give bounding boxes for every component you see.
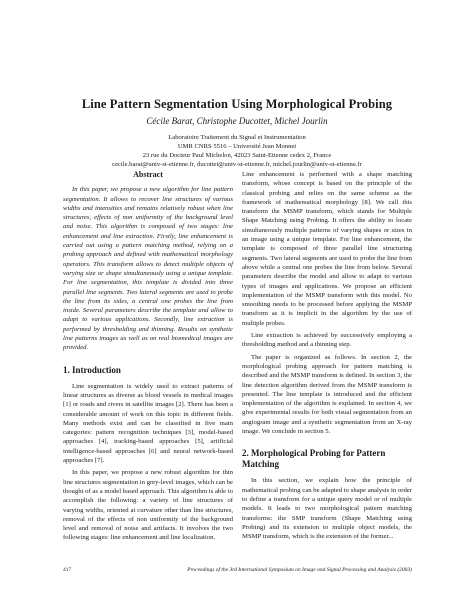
page-number: 417 xyxy=(63,567,72,573)
abstract-section xyxy=(63,170,233,353)
paragraph: The paper is organized as follows. In section 2, the morphological probing approach for pattern matching is described and the MSMP transform is defined. In section 3, the line detection algorithm derived from the MSMP transform is presented. The line template is introduced and the efficient implementation of the algorithm is explained. In section 4, we give experimental results for both visual segmentation from an angiogram image and a synthetic segmentation from an X-ray image. We conclude in section 5. xyxy=(242,353,412,436)
left-column xyxy=(63,170,233,546)
right-column xyxy=(242,170,412,544)
affiliation-line: UMR CNRS 5516 – Université Jean Monnet xyxy=(177,143,297,150)
abstract-text: In this paper, we propose a new algorithm for line pattern segmentation. It allows to recover line structures of various widths and intensities and remains relatively robust when line structures, effects of non uniformity of the background level and noise. This algorithm is composed of two stages: line enhancement and line extraction. Firstly, line enhancement is carried out using a pattern matching method, relying on a probing approach and defined with mathematical morphology operators. This transform allows to detect multiple objects of varying size or shape simultaneously using a unique template. For line segmentation, this template is divided into three parallel line segments. Two lateral segments are used to probe the line from its sides, a central one probes the line from inside. Several parameters describe the template and allow to adapt to various applications. Secondly, line extraction is performed by thresholding and thinning. Results on synthetic line patterns images as well as on real biomedical images are provided. xyxy=(63,186,233,352)
affiliation-block xyxy=(60,133,414,169)
paragraph: Line enhancement is performed with a shape matching transform, whose concept is based on the principle of the classical probing and relies on the same scheme as the framework of mathematical morphology [8]. We call this transform the MSMP transform, which stands for Multiple Shape Matching using Probing. It offers the ability to locate simultaneously multiple patterns of varying shapes or sizes in an image using a unique template. For line enhancement, the template is composed of three parallel line structuring segments. Two lateral segments are used to probe the line from above while a central one probes the line from below. Several parameters describe the model and allow to adapt to various types of images and applications. We propose an efficient implementation of the MSMP transform with this model. No smoothing needs to be processed before applying the MSMP transform as it is implicit in the algorithm by the use of multiple probes. xyxy=(242,171,412,327)
paper-title: Line Pattern Segmentation Using Morphological Probing xyxy=(81,97,393,111)
proceedings-citation: Proceedings of the 3rd International Symposium on Image and Signal Processing and Analysis (2003) xyxy=(187,567,412,573)
section-heading-morphological-probing: 2. Morphological Probing for Pattern Matching xyxy=(242,448,386,470)
abstract-heading: Abstract xyxy=(133,170,163,179)
affiliation-line: Laboratoire Traitement du Signal et Instrumentation xyxy=(168,134,306,141)
affiliation-emails: cecile.barat@univ-st-etienne.fr, ducottet@univ-st-etienne.fr, michel.jourlin@univ-st-etienne.fr xyxy=(112,161,362,168)
paragraph: Line segmentation is widely used to extract patterns of linear structures as diverse as blood vessels in medical images [1] or roads and rivers in satellite images [2]. There has been a considerable amount of work on this topic in different fields. Many methods exist and can be classified in five main categories: pattern recognition techniques [3], model-based approaches [4], tracking-based approaches [5], artificial intelligence-based approaches [6] and neural network-based approaches [7]. xyxy=(63,382,233,465)
paragraph: In this paper, we propose a new robust algorithm for thin line structures segmentation in grey-level images, which can be thought of as a model based approach. This algorithm is able to accomplish the following: a variety of line structures of varying widths, oriented at curvature other than line structures, removal of the effects of non uniformity of the background level and removal of noise and artifacts. It involves the two following stages: line enhancement and line localization. xyxy=(63,469,233,542)
affiliation-line: 23 rue du Docteur Paul Michelon, 42023 Saint-Etienne cedex 2, France xyxy=(142,152,332,159)
section-heading-introduction: 1. Introduction xyxy=(63,364,121,375)
paper-authors: Cécile Barat, Christophe Ducottet, Michel Jourlin xyxy=(146,116,328,126)
page-footer xyxy=(63,567,412,573)
paragraph: Line extraction is achieved by successively employing a thresholding method and a thinning step. xyxy=(242,332,412,349)
paragraph: In this section, we explain how the principle of mathematical probing can be adapted to shape analysis in order to define a transform for a unique query model or of multiple models. It leads to two morphological pattern matching transforms: the SMP transform (Shape Matching using Probing) and its extension to multiple object models, the MSMP transform, which is the extension of the former... xyxy=(242,477,412,541)
